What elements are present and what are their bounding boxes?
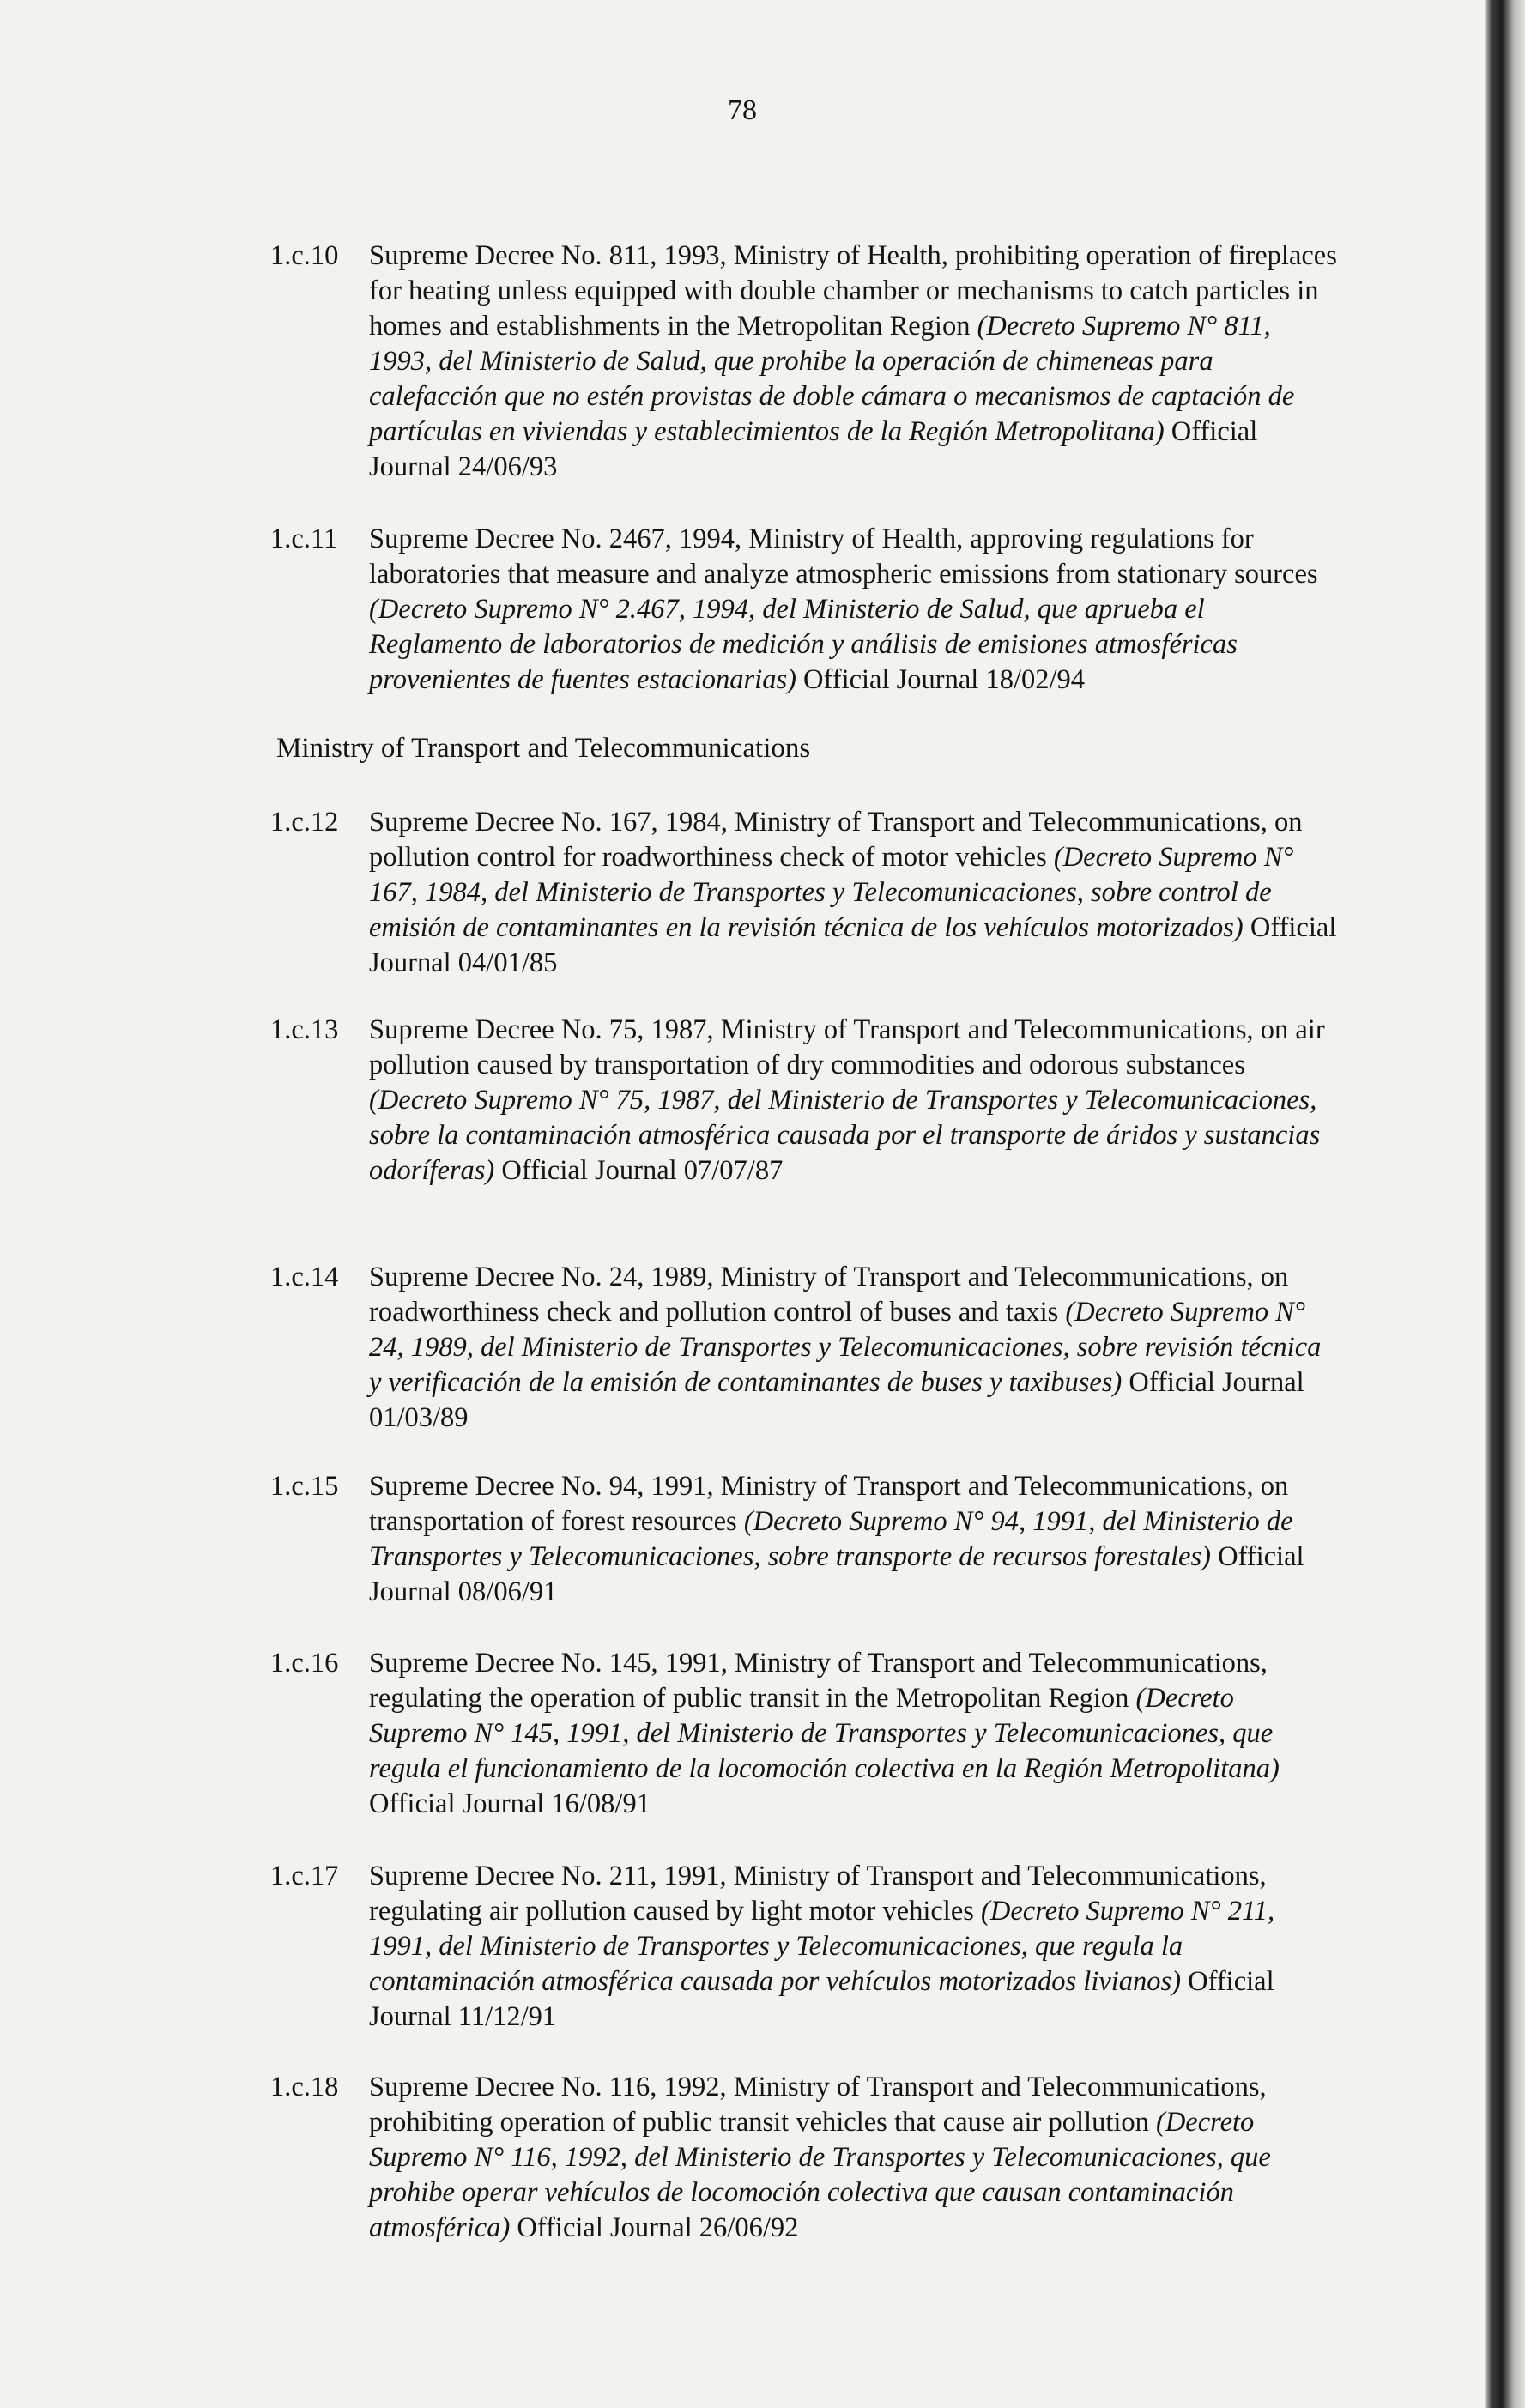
entry-spanish-title: (Decreto Supremo N° 94, 1991, del Ministerio de Transportes y Telecomunicaciones, sobre transporte de recursos forestales) (369, 1506, 1293, 1572)
entry-1c14 (0, 1260, 1485, 1436)
entry-code: 1.c.13 (270, 1014, 339, 1045)
entry-1c11 (0, 522, 1485, 698)
entry-journal: Official Journal 04/01/85 (369, 912, 1337, 978)
entry-text: Supreme Decree No. 811, 1993, Ministry of Health, prohibiting operation of fireplaces for heating unless equipped with double chamber or mechanisms to catch particles in homes and establishments in the Metropolitan Region (369, 240, 1337, 342)
entry-code: 1.c.15 (270, 1471, 339, 1502)
entry-journal: Official Journal 24/06/93 (369, 416, 1258, 482)
entry-body (369, 522, 1339, 698)
entry-body (369, 805, 1339, 981)
section-heading: Ministry of Transport and Telecommunications (276, 733, 811, 764)
entry-code: 1.c.10 (270, 240, 339, 271)
page-number: 78 (728, 94, 757, 126)
entry-journal: Official Journal 16/08/91 (369, 1788, 651, 1819)
entry-spanish-title: (Decreto Supremo N° 75, 1987, del Ministerio de Transportes y Telecomunicaciones, sobre la contaminación atmosférica causada por el transporte de áridos y sustancias odoríferas) (369, 1085, 1321, 1186)
entry-journal: Official Journal 18/02/94 (803, 664, 1085, 695)
entry-body (369, 1260, 1339, 1436)
entry-spanish-title: (Decreto Supremo N° 2.467, 1994, del Ministerio de Salud, que aprueba el Reglamento de laboratorios de medición y análisis de emisiones atmosféricas provenientes de fuentes estacionarias) (369, 594, 1238, 695)
entry-body (369, 1013, 1339, 1189)
entry-1c12 (0, 805, 1485, 981)
entry-text: Supreme Decree No. 94, 1991, Ministry of Transport and Telecommunications, on transportation of forest resources (369, 1471, 1289, 1537)
entry-spanish-title: (Decreto Supremo N° 167, 1984, del Ministerio de Transportes y Telecomunicaciones, sobre control de emisión de contaminantes en la revisión técnica de los vehículos motorizados) (369, 842, 1294, 943)
entry-code: 1.c.12 (270, 807, 339, 838)
entry-spanish-title: (Decreto Supremo N° 211, 1991, del Ministerio de Transportes y Telecomunicaciones, que regula la contaminación atmosférica causada por vehículos motorizados livianos) (369, 1896, 1275, 1997)
entry-text: Supreme Decree No. 211, 1991, Ministry of Transport and Telecommunications, regulating air pollution caused by light motor vehicles (369, 1860, 1267, 1927)
entry-text: Supreme Decree No. 24, 1989, Ministry of Transport and Telecommunications, on roadworthiness check and pollution control of buses and taxis (369, 1261, 1289, 1328)
entry-code: 1.c.18 (270, 2072, 339, 2102)
entry-code: 1.c.16 (270, 1648, 339, 1679)
entry-code: 1.c.14 (270, 1261, 339, 1292)
entry-body (369, 1859, 1339, 2035)
entry-body (369, 1469, 1339, 1610)
entry-spanish-title: (Decreto Supremo N° 811, 1993, del Ministerio de Salud, que prohibe la operación de chimeneas para calefacción que no estén provistas de doble cámara o mecanismos de captación de partículas en viviendas y establecimientos de la Región Metropolitana) (369, 311, 1295, 447)
entry-text: Supreme Decree No. 75, 1987, Ministry of Transport and Telecommunications, on air pollution caused by transportation of dry commodities and odorous substances (369, 1014, 1325, 1080)
entry-spanish-title: (Decreto Supremo N° 145, 1991, del Ministerio de Transportes y Telecomunicaciones, que regula el funcionamiento de la locomoción colectiva en la Región Metropolitana) (369, 1683, 1280, 1784)
entry-body (369, 2070, 1339, 2246)
entry-text: Supreme Decree No. 2467, 1994, Ministry of Health, approving regulations for laboratories that measure and analyze atmospheric emissions from stationary sources (369, 523, 1318, 590)
entry-body (369, 239, 1339, 485)
entry-1c10 (0, 239, 1485, 485)
book-spine-edge (1485, 0, 1525, 2408)
entry-text: Supreme Decree No. 145, 1991, Ministry of Transport and Telecommunications, regulating the operation of public transit in the Metropolitan Region (369, 1648, 1268, 1714)
entry-text: Supreme Decree No. 116, 1992, Ministry of Transport and Telecommunications, prohibiting operation of public transit vehicles that cause air pollution (369, 2072, 1267, 2138)
entry-journal: Official Journal 01/03/89 (369, 1367, 1304, 1433)
entry-journal: Official Journal 26/06/92 (517, 2212, 799, 2243)
entry-spanish-title: (Decreto Supremo N° 24, 1989, del Ministerio de Transportes y Telecomunicaciones, sobre revisión técnica y verificación de la emisión de contaminantes de buses y taxibuses) (369, 1297, 1322, 1398)
entry-journal: Official Journal 11/12/91 (369, 1966, 1274, 2032)
entry-body (369, 1646, 1339, 1822)
entry-code: 1.c.11 (270, 523, 338, 554)
entry-journal: Official Journal 07/07/87 (501, 1155, 784, 1186)
entry-code: 1.c.17 (270, 1860, 339, 1891)
entry-text: Supreme Decree No. 167, 1984, Ministry of Transport and Telecommunications, on pollution control for roadworthiness check of motor vehicles (369, 807, 1303, 873)
entry-1c18 (0, 2070, 1485, 2246)
entry-1c16 (0, 1646, 1485, 1822)
entry-1c13 (0, 1013, 1485, 1189)
entry-1c15 (0, 1469, 1485, 1610)
entry-journal: Official Journal 08/06/91 (369, 1541, 1304, 1607)
entry-1c17 (0, 1859, 1485, 2035)
entry-spanish-title: (Decreto Supremo N° 116, 1992, del Ministerio de Transportes y Telecomunicaciones, que prohibe operar vehículos de locomoción colectiva que causan contaminación atmosférica) (369, 2107, 1271, 2243)
